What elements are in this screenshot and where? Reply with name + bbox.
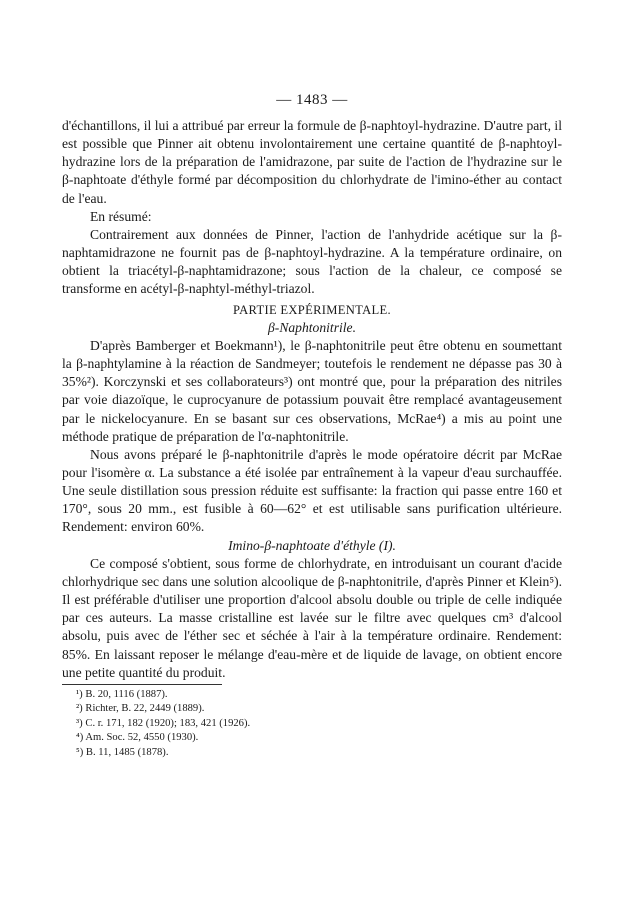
footnote-rule	[62, 684, 222, 685]
paragraph-imino-ester: Ce composé s'obtient, sous forme de chlorhydrate, en introduisant un courant d'acide chlorhydrique sec dans une solution alcoolique de β-naphtonitrile, d'après Pinner et Klein⁵). Il est préférable d'utiliser une proportion d'alcool absolu double ou triple de celle indiquée par ces auteurs. La masse cristalline est lavée sur le filtre avec quelques cm³ d'alcool absolu, puis avec de l'éther sec et séchée à l'air à la température ordinaire. Rendement: 85%. En laissant reposer le mélange d'eau-mère et de liquide de lavage, on obtient encore une petite quantité du produit.	[62, 555, 562, 680]
subheading-imino-ester: Imino-β-naphtoate d'éthyle (I).	[228, 537, 396, 553]
footnote: ²) Richter, B. 22, 2449 (1889).	[76, 703, 205, 715]
paragraph-naphtonitrile-2: Nous avons préparé le β-naphtonitrile d'après le mode opératoire décrit par McRae pour l'isomère α. La substance a été isolée par entraînement à la vapeur d'eau surchauffée. Une seule distillation sous pression réduite est suffisante: la fraction qui passe entre 160 et 170°, sous 20 mm., est fusible à 60—62° et est utilisable sans purification ultérieure. Rendement: environ 60%.	[62, 446, 562, 535]
footnotes	[62, 688, 562, 761]
subheading-naphtonitrile: β-Naphtonitrile.	[268, 319, 356, 335]
footnote: ¹) B. 20, 1116 (1887).	[76, 688, 168, 700]
page-number: — 1483 —	[276, 92, 348, 108]
paragraph-intro: d'échantillons, il lui a attribué par erreur la formule de β-naphtoyl-hydrazine. D'autre part, il est possible que Pinner ait obtenu involontairement une certaine quantité de β-naphtoyl-hydrazine lors de la préparation de l'amidrazone, par suite de l'action de l'hydrazine sur le β-naphtoate d'éthyle formé par décomposition du chlorhydrate de l'imino-éther au contact de l'eau.	[62, 118, 562, 206]
section-heading: PARTIE EXPÉRIMENTALE.	[233, 302, 391, 317]
footnote: ³) C. r. 171, 182 (1920); 183, 421 (1926).	[76, 717, 251, 729]
paragraph-naphtonitrile-1: D'après Bamberger et Boekmann¹), le β-naphtonitrile peut être obtenu en soumettant la β-naphtylamine à la réaction de Sandmeyer; toutefois le rendement ne dépasse pas 30 à 35%²). Korczynski et ses collaborateurs³) ont montré que, pour la préparation des nitriles par voie diazoïque, le cuprocyanure de potassium pouvait être remplacé avantageusement par le nickelocyanure. En se basant sur ces observations, McRae⁴) a mis au point une méthode pratique de préparation de l'α-naphtonitrile.	[62, 337, 562, 444]
footnote: ⁵) B. 11, 1485 (1878).	[76, 746, 169, 758]
paragraph-summary: Contrairement aux données de Pinner, l'action de l'anhydride acétique sur la β-naphtamidrazone ne fournit pas de β-naphtoyl-hydrazine. A la température ordinaire, on obtient la triacétyl-β-naphtamidrazone; sous l'action de la chaleur, ce composé se transforme en acétyl-β-naphtyl-méthyl-triazol.	[62, 226, 562, 297]
footnote: ⁴) Am. Soc. 52, 4550 (1930).	[76, 732, 199, 744]
summary-label: En résumé:	[90, 208, 152, 224]
page	[62, 92, 562, 760]
